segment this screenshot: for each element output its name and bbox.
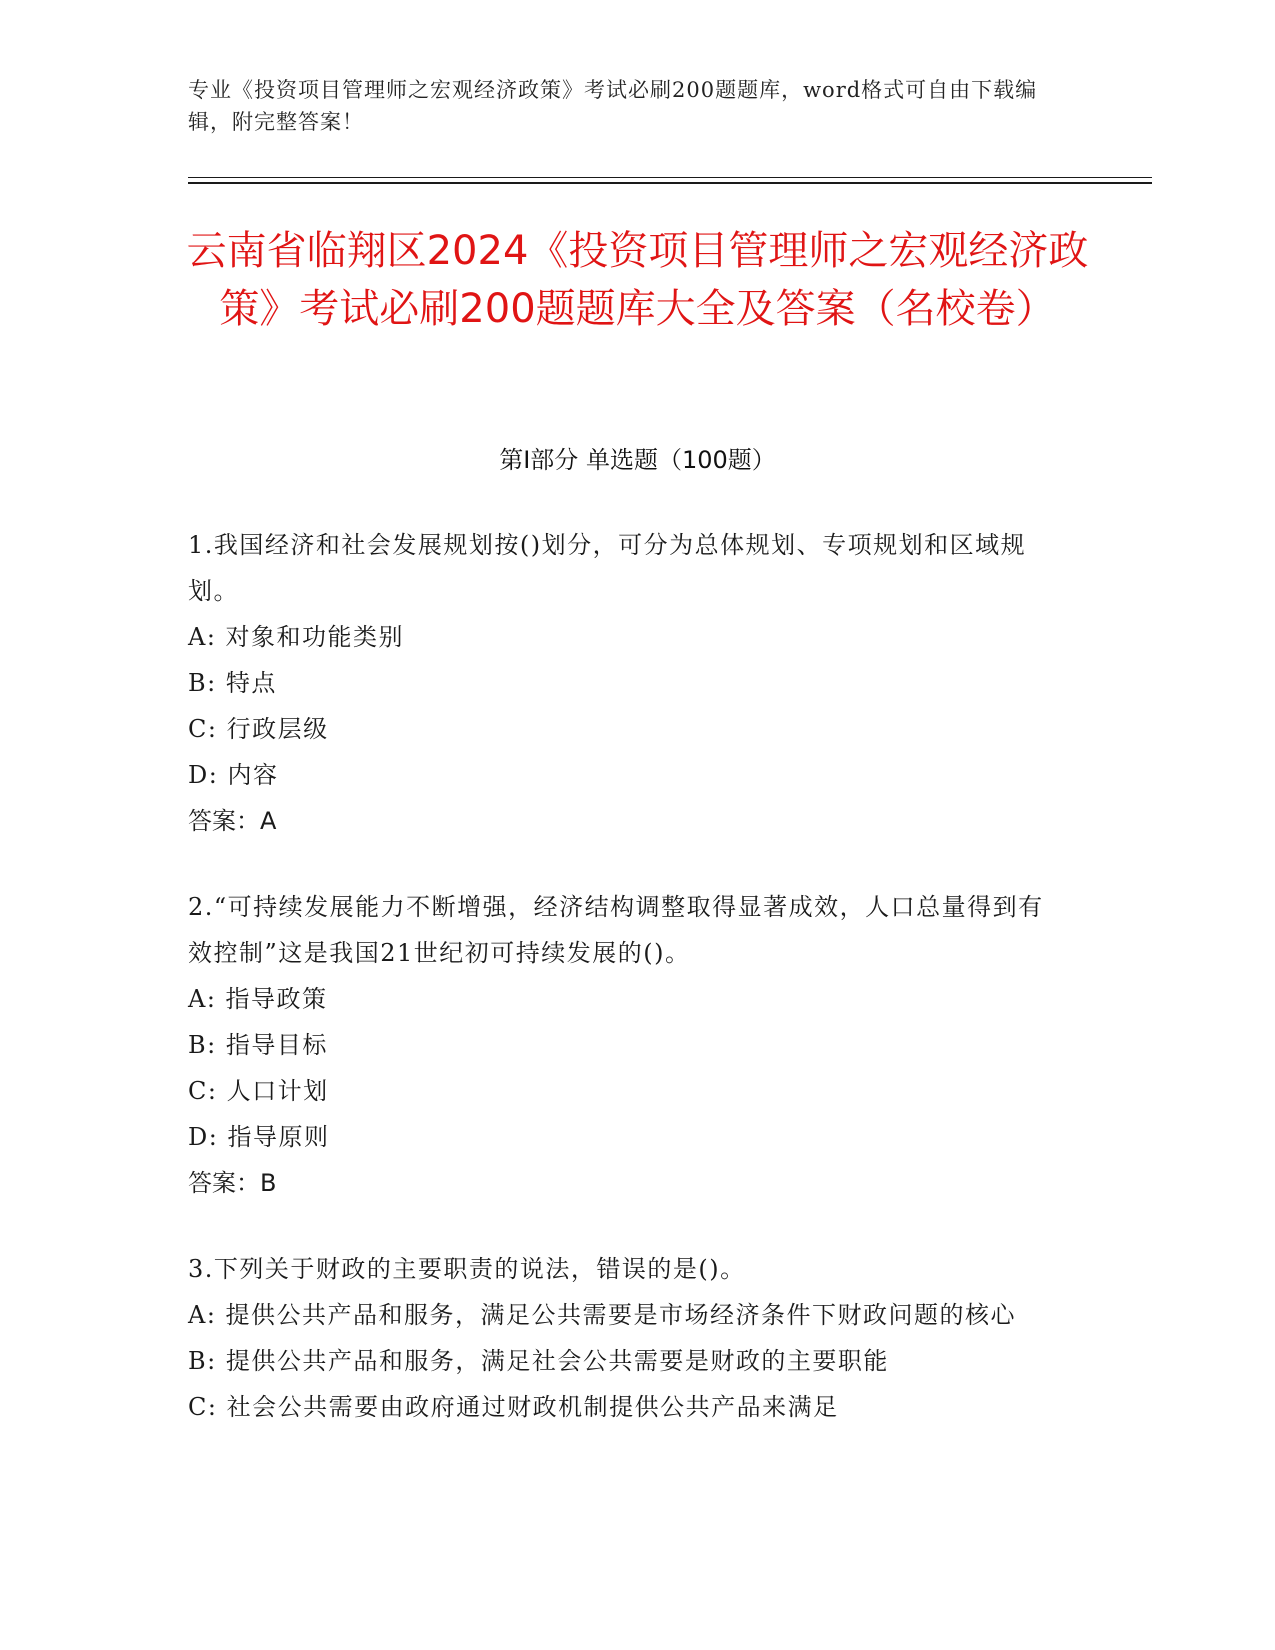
header-note: 专业《投资项目管理师之宏观经济政策》考试必刷200题题库，word格式可自由下载编辑，附完整答案！	[188, 78, 1038, 134]
question-stem: 1.我国经济和社会发展规划按()划分，可分为总体规划、专项规划和区域规划。	[188, 531, 1027, 605]
question-2	[188, 884, 1068, 1206]
answer-label: 答案：A	[188, 807, 277, 835]
option-c: C: 人口计划	[188, 1077, 329, 1105]
option-c: C: 社会公共需要由政府通过财政机制提供公共产品来满足	[188, 1393, 839, 1421]
option-a: A: 提供公共产品和服务，满足公共需要是市场经济条件下财政问题的核心	[188, 1301, 1017, 1329]
answer-label: 答案：B	[188, 1169, 277, 1197]
document-title: 云南省临翔区2024《投资项目管理师之宏观经济政策》考试必刷200题题库大全及答案（名校卷）	[186, 228, 1089, 332]
option-d: D: 内容	[188, 761, 279, 789]
option-a: A: 对象和功能类别	[188, 623, 405, 651]
option-b: B: 指导目标	[188, 1031, 328, 1059]
question-list	[188, 522, 1068, 1470]
question-1	[188, 522, 1068, 844]
question-stem: 3.下列关于财政的主要职责的说法，错误的是()。	[188, 1255, 746, 1283]
header-divider-thick	[188, 182, 1152, 184]
option-d: D: 指导原则	[188, 1123, 330, 1151]
question-3	[188, 1246, 1068, 1430]
header-divider-thin	[188, 177, 1152, 178]
section-title: 第I部分 单选题（100题）	[499, 446, 776, 474]
option-a: A: 指导政策	[188, 985, 328, 1013]
option-b: B: 提供公共产品和服务，满足社会公共需要是财政的主要职能	[188, 1347, 889, 1375]
option-c: C: 行政层级	[188, 715, 329, 743]
option-b: B: 特点	[188, 669, 277, 697]
question-stem: 2.“可持续发展能力不断增强，经济结构调整取得显著成效，人口总量得到有效控制”这是我国21世纪初可持续发展的()。	[188, 893, 1044, 967]
